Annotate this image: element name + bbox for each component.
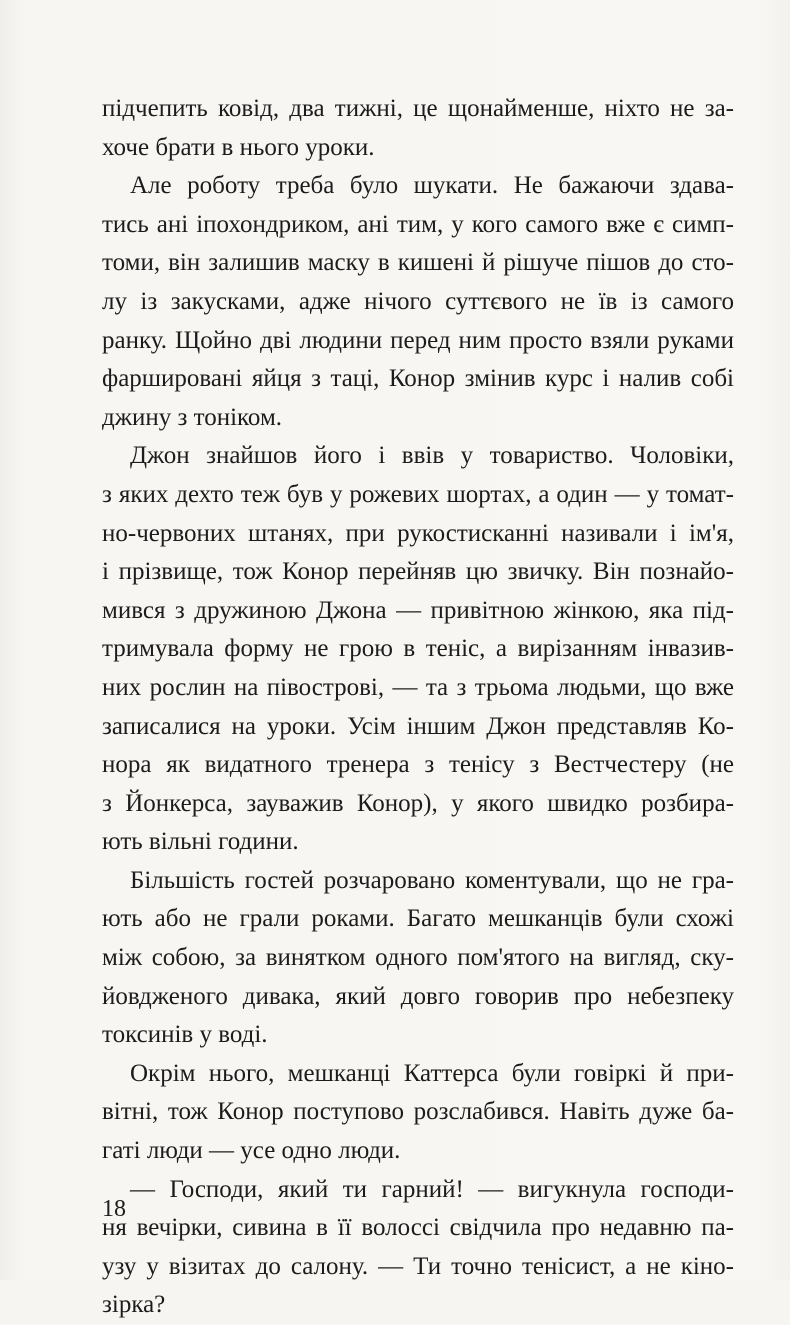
text-line: тримувала форму не грою в теніс, а вирізанням інвазив- [102,635,734,663]
paragraph [102,862,734,1055]
text-line: ють вільні години. [102,828,299,856]
text-line: тись ані іпохондриком, ані тим, у кого самого вже є симп- [102,210,734,238]
text-line: фаршировані яйця з таці, Конор змінив курс і налив собі [102,365,734,393]
text-line: — Господи, який ти гарний! — вигукнула господи- [130,1175,734,1203]
text-line: між собою, за винятком одного пом'ятого на вигляд, ску- [102,944,734,972]
text-line: записалися на уроки. Усім іншим Джон представляв Ко- [102,712,734,740]
text-line: Окрім нього, мешканці Каттерса були говіркі й при- [130,1059,734,1087]
text-line: з Йонкерса, зауважив Конор), у якого швидко розбира- [102,789,734,817]
text-line: мився з дружиною Джона — привітною жінкою, яка під- [102,596,734,624]
text-line: них рослин на півострові, — та з трьома людьми, що вже [102,673,734,701]
paragraph [102,1171,734,1325]
text-line: гаті люди — усе одно люди. [102,1137,401,1165]
text-line: хоче брати в нього уроки. [102,133,375,161]
text-line: нора як видатного тренера з тенісу з Вестчестеру (не [102,751,734,779]
text-line: підчепить ковід, два тижні, це щонайменше, ніхто не за- [102,95,734,122]
text-line: лу із закусками, адже нічого суттєвого не їв із самого [102,287,734,315]
text-line: джину з тоніком. [102,403,283,431]
text-line: вітні, тож Конор поступово розслабився. Навіть дуже ба- [102,1098,734,1126]
page-number: 18 [102,1196,126,1222]
text-line: токсинів у воді. [102,1021,268,1049]
paragraph [102,167,734,437]
text-line: узу у візитах до салону. — Ти точно тенісист, а не кіно- [102,1252,734,1280]
text-line: і прізвище, тож Конор перейняв цю звичку. Він познайо- [102,558,734,586]
text-line: но-червоних штанях, при рукостисканні називали і ім'я, [102,519,734,547]
text-line: Більшість гостей розчаровано коментували, що не гра- [130,866,734,894]
body-text [102,90,734,1325]
text-line: ранку. Щойно дві людини перед ним просто взяли руками [102,326,734,354]
text-line: ня вечірки, сивина в її волоссі свідчила про недавню па- [102,1214,734,1242]
paragraph [102,437,734,862]
text-line: Але роботу треба було шукати. Не бажаючи здава- [130,172,734,200]
text-line: томи, він залишив маску в кишені й рішуче пішов до сто- [102,249,734,277]
text-line: Джон знайшов його і ввів у товариство. Чоловіки, [130,442,734,470]
paragraph [102,1055,734,1171]
text-line: з яких дехто теж був у рожевих шортах, а один — у томат- [102,480,734,508]
paragraph [102,90,734,167]
text-line: йовдженого дивака, який довго говорив про небезпеку [102,982,734,1010]
text-line: ють або не грали роками. Багато мешканців були схожі [102,905,734,933]
text-line: зірка? [102,1291,166,1319]
